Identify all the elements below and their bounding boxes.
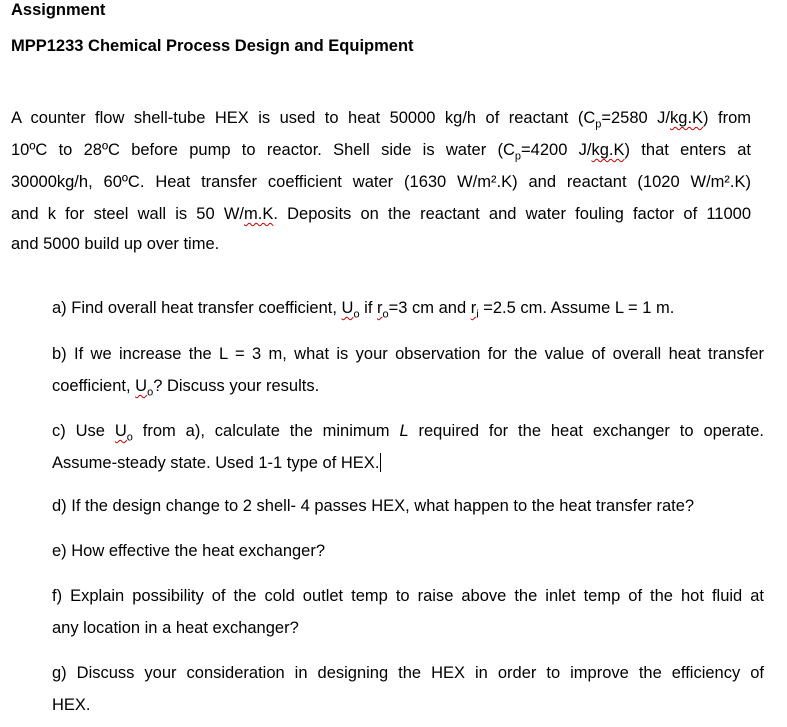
spellcheck-underline: kg.K [670, 109, 704, 127]
problem-line-5: and 5000 build up over time. [11, 235, 220, 253]
spellcheck-underline: kg.K [591, 141, 625, 159]
spellcheck-underline: $U_o$ [341, 299, 360, 321]
course-title: MPP1233 Chemical Process Design and Equipment [11, 37, 414, 55]
assignment-heading: Assignment [11, 1, 106, 19]
spellcheck-underline: $r_o$ [376, 299, 389, 321]
spellcheck-underline: $U_o$ [114, 422, 133, 444]
problem-line-2: 10ºC to 28ºC before pump to reactor. Shell side is water ($C_p=4200$ J/kg.K) that enters at [11, 141, 752, 163]
text-cursor [380, 453, 381, 472]
problem-line-1: A counter flow shell-tube HEX is used to heat 50000 kg/h of reactant ($C_p=2580$ J/kg.K) from [11, 109, 751, 131]
spellcheck-underline: m.K [244, 205, 274, 223]
spellcheck-underline: $r_i$ [470, 299, 479, 321]
spellcheck-underline: $U_o$ [135, 377, 154, 399]
problem-line-4: and k for steel wall is 50 W/m.K. Deposits on the reactant and water fouling factor of 11000 [11, 205, 752, 223]
problem-line-3: 30000kg/h, 60ºC. Heat transfer coefficient water (1630 W/m².K) and reactant (1020 W/m².K) [11, 173, 751, 191]
